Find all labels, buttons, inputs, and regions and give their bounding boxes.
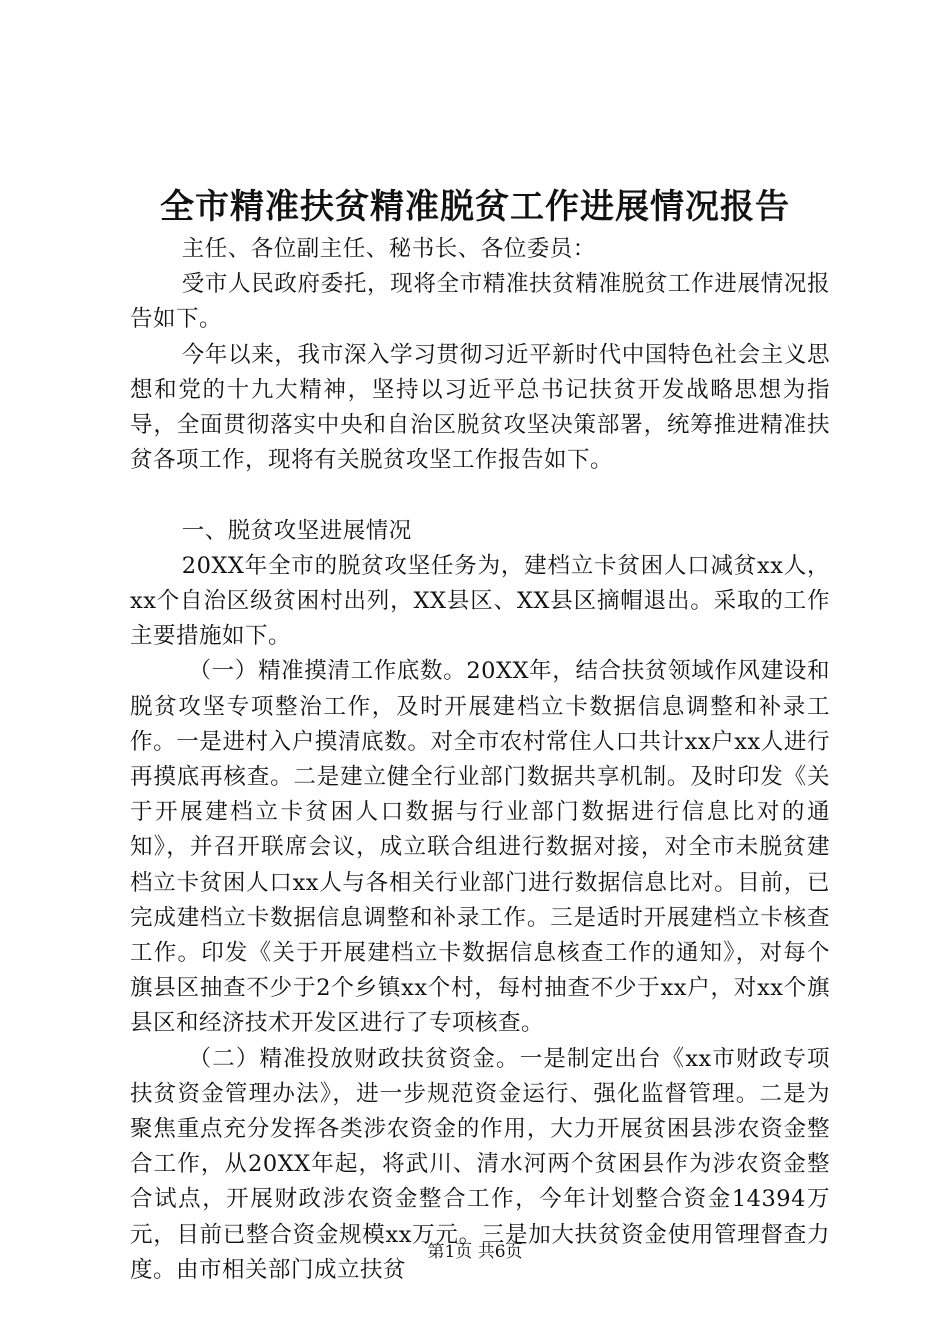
document-title: 全市精准扶贫精准脱贫工作进展情况报告 — [160, 187, 790, 227]
intro-paragraph: 受市人民政府委托，现将全市精准扶贫精准脱贫工作进展情况报告如下。 — [130, 271, 830, 333]
subsection-2-paragraph: （二）精准投放财政扶贫资金。一是制定出台《xx市财政专项扶贫资金管理办法》，进一步规范资金运行、强化监督管理。二是为聚焦重点充分发挥各类涉农资金的作用，大力开展贫困县涉农资金整合工作，从20XX年起，将武川、清水河两个贫困县作为涉农资金整合试点，开展财政涉农资金整合工作，今年计划整合资金14394万元，目前已整合资金规模xx万元。三是加大扶贫资金使用管理督查力度。由市相关部门成立扶贫 — [130, 1045, 830, 1283]
page-footer: 第1页 共6页 — [427, 1242, 523, 1262]
subsection-1-paragraph: （一）精准摸清工作底数。20XX年，结合扶贫领域作风建设和脱贫攻坚专项整治工作，及时开展建档立卡数据信息调整和补录工作。一是进村入户摸清底数。对全市农村常住人口共计xx户xx人进行再摸底再核查。二是建立健全行业部门数据共享机制。及时印发《关于开展建档立卡贫困人口数据与行业部门数据进行信息比对的通知》，并召开联席会议，成立联合组进行数据对接，对全市未脱贫建档立卡贫困人口xx人与各相关行业部门进行数据信息比对。目前，已完成建档立卡数据信息调整和补录工作。三是适时开展建档立卡核查工作。印发《关于开展建档立卡数据信息核查工作的通知》，对每个旗县区抽查不少于2个乡镇xx个村，每村抽查不少于xx户，对xx个旗县区和经济技术开发区进行了专项核查。 — [130, 658, 830, 1037]
task-paragraph: 20XX年全市的脱贫攻坚任务为，建档立卡贫困人口减贫xx人，xx个自治区级贫困村出列，XX县区、XX县区摘帽退出。采取的工作主要措施如下。 — [130, 552, 830, 650]
section-heading: 一、脱贫攻坚进展情况 — [181, 517, 412, 544]
paragraph-spacer — [130, 478, 830, 513]
overview-paragraph: 今年以来，我市深入学习贯彻习近平新时代中国特色社会主义思想和党的十九大精神，坚持以习近平总书记扶贫开发战略思想为指导，全面贯彻落实中央和自治区脱贫攻坚决策部署，统筹推进精准扶贫各项工作，现将有关脱贫攻坚工作报告如下。 — [130, 341, 830, 474]
document-body — [130, 232, 830, 1288]
salutation-paragraph: 主任、各位副主任、秘书长、各位委员： — [181, 236, 596, 262]
